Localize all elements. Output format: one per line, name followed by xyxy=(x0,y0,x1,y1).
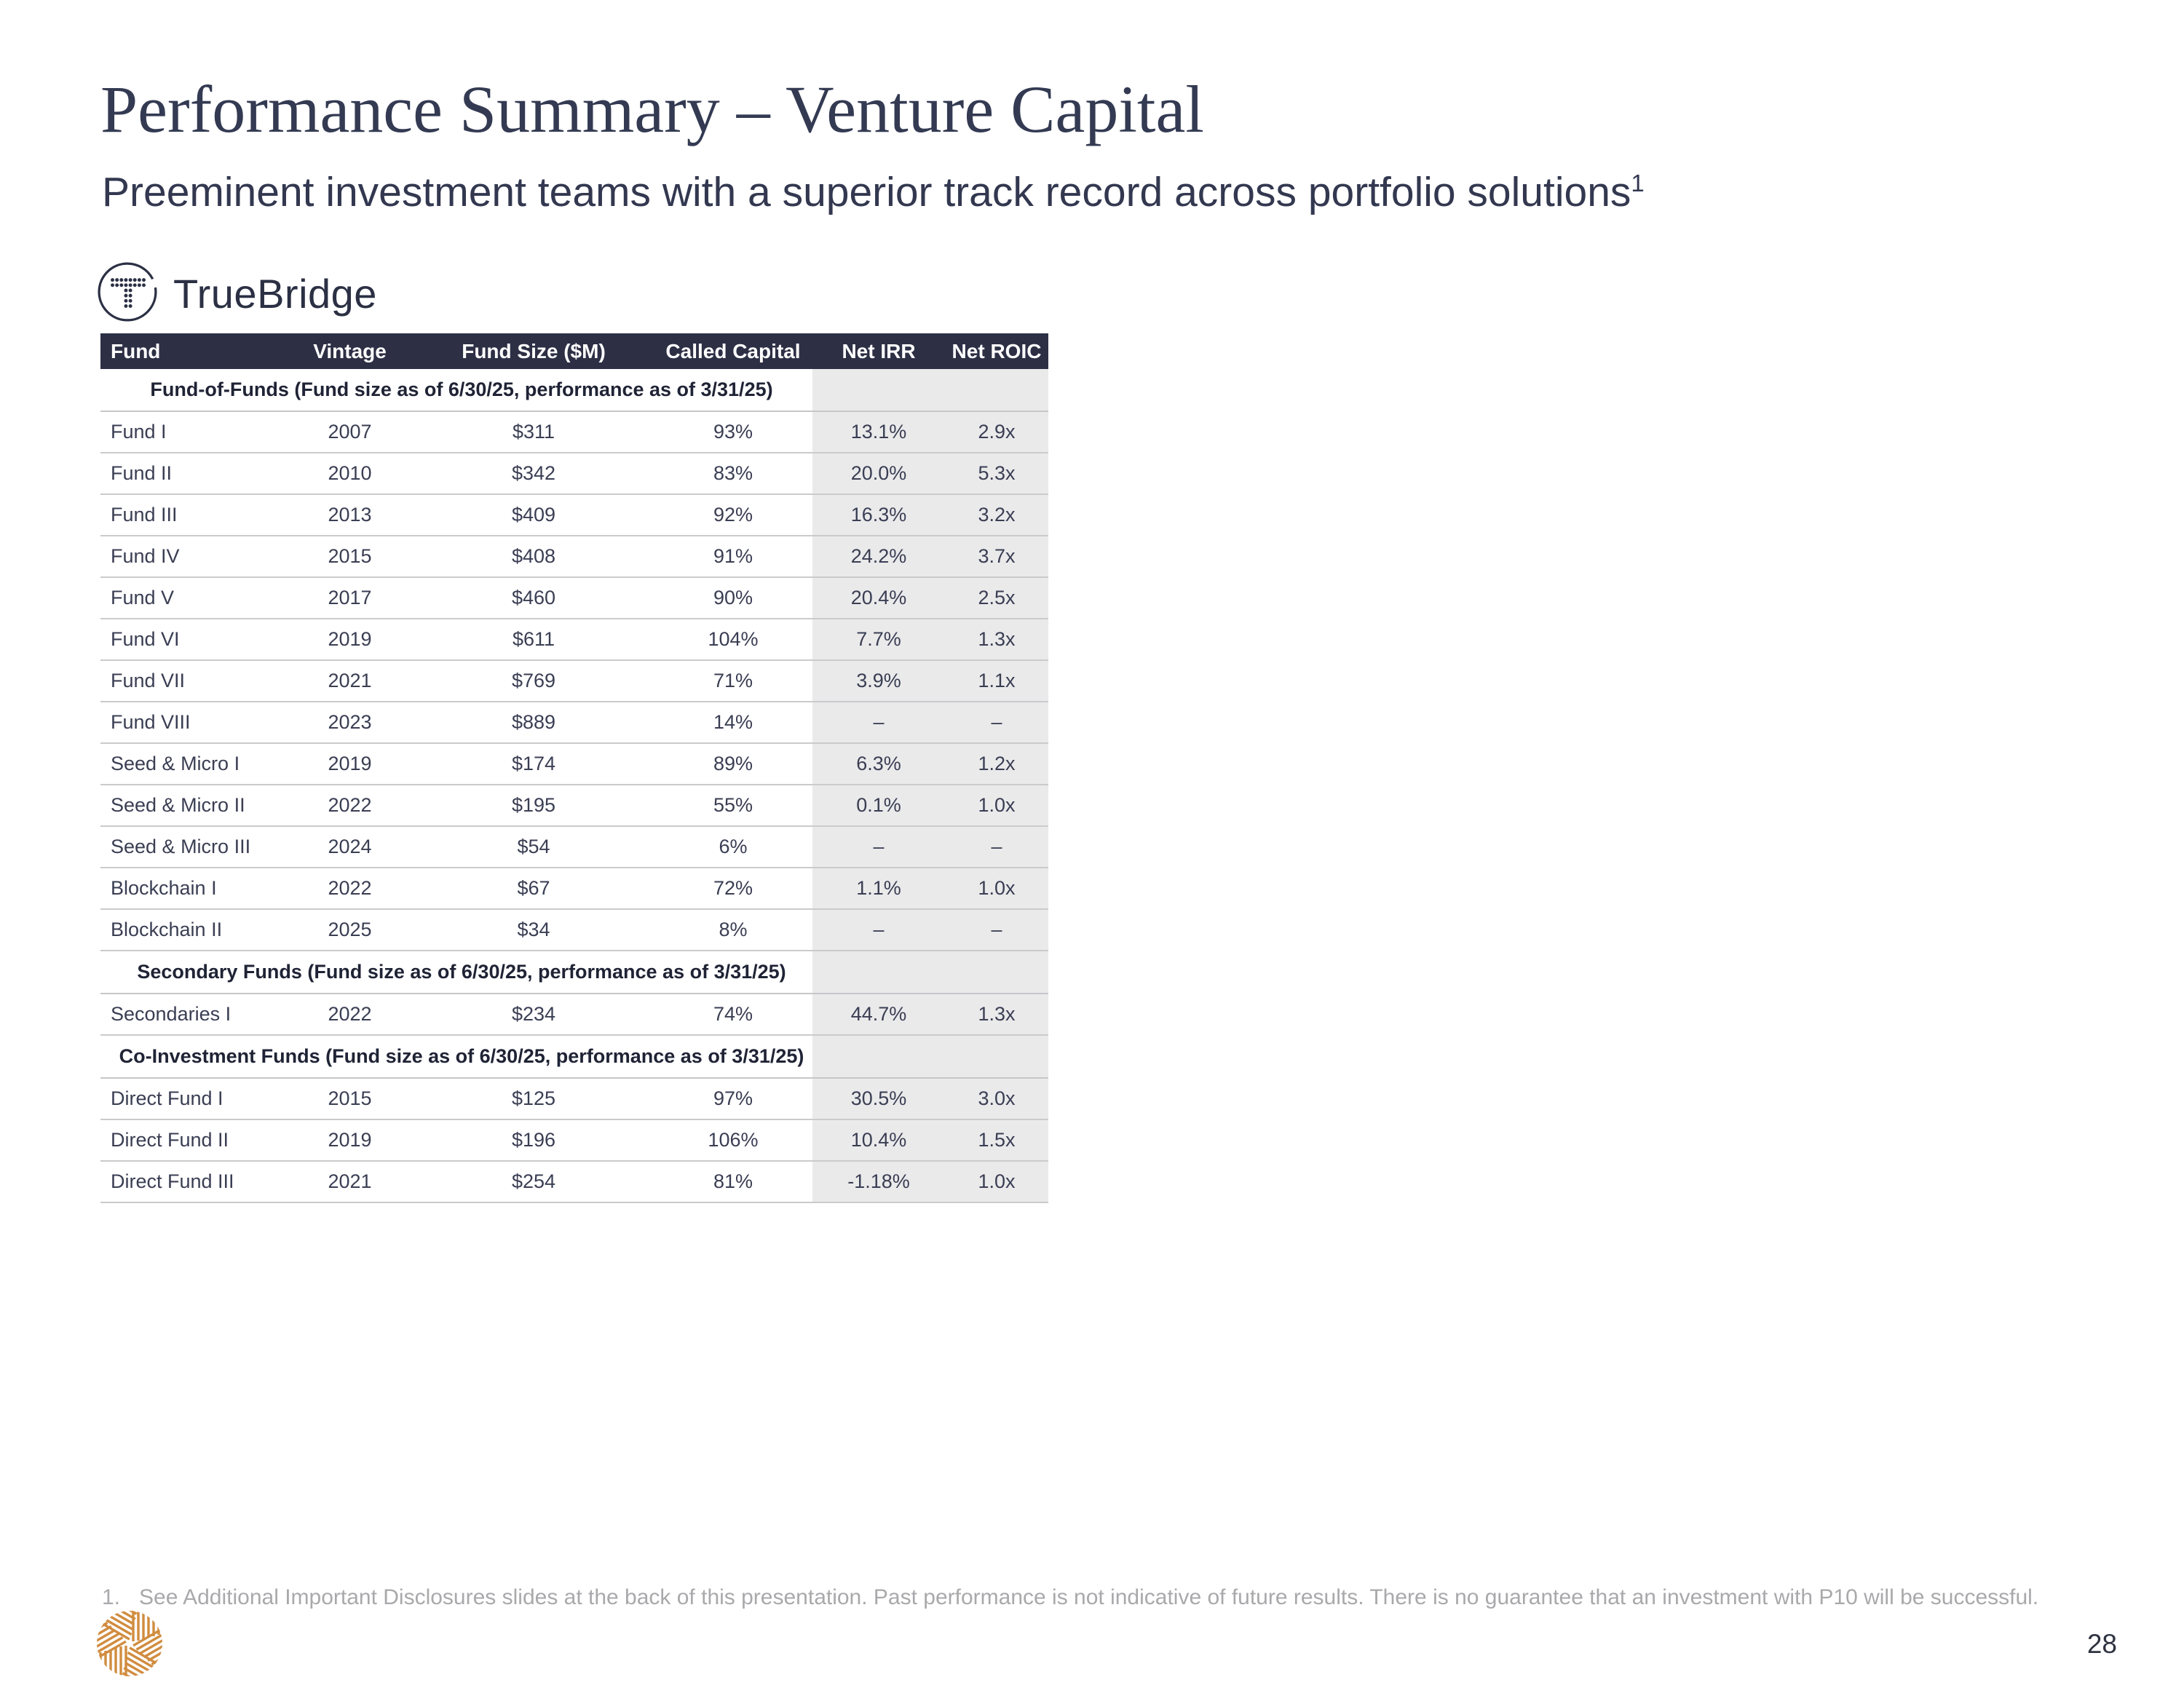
table-row xyxy=(100,994,1048,1036)
cell-net-irr: 10.4% xyxy=(812,1120,945,1160)
cell-net-irr: 6.3% xyxy=(812,744,945,784)
column-header-net-irr: Net IRR xyxy=(842,339,916,362)
section-header-label: Secondary Funds (Fund size as of 6/30/25, performance as of 3/31/25) xyxy=(137,961,786,983)
table-row xyxy=(100,412,1048,453)
page-subtitle xyxy=(102,167,1645,217)
cell-called-capital: 8% xyxy=(719,919,748,940)
cell-net-irr: 0.1% xyxy=(812,785,945,825)
cell-fund-size: $196 xyxy=(511,1129,556,1151)
cell-vintage: 2021 xyxy=(328,1170,372,1192)
cell-fund: Fund IV xyxy=(111,545,180,567)
column-header-vintage: Vintage xyxy=(313,339,387,362)
cell-fund-size: $460 xyxy=(511,587,556,608)
table-row xyxy=(100,1162,1048,1203)
cell-fund-size: $234 xyxy=(511,1003,556,1025)
cell-called-capital: 74% xyxy=(713,1003,753,1025)
cell-net-irr: 20.4% xyxy=(812,578,945,618)
table-row xyxy=(100,453,1048,495)
table-row xyxy=(100,578,1048,619)
cell-net-irr: 7.7% xyxy=(812,619,945,659)
column-header-net-roic: Net ROIC xyxy=(951,339,1042,362)
cell-called-capital: 89% xyxy=(713,753,753,774)
performance-table xyxy=(100,333,1048,1203)
cell-called-capital: 81% xyxy=(713,1170,753,1192)
table-header-row xyxy=(100,333,1048,369)
cell-called-capital: 97% xyxy=(713,1087,753,1109)
cell-vintage: 2022 xyxy=(328,794,372,816)
table-row xyxy=(100,1079,1048,1120)
section-header-label: Fund-of-Funds (Fund size as of 6/30/25, performance as of 3/31/25) xyxy=(150,378,773,400)
truebridge-wordmark: TrueBridge xyxy=(173,270,377,317)
footnote xyxy=(102,1585,2089,1610)
cell-called-capital: 6% xyxy=(719,836,748,857)
cell-net-irr: – xyxy=(812,827,945,867)
page-title: Performance Summary – Venture Capital xyxy=(100,72,1204,146)
section-gray-fill xyxy=(812,1036,1048,1077)
truebridge-circle-t-icon xyxy=(96,261,159,327)
cell-called-capital: 104% xyxy=(708,628,759,650)
cell-called-capital: 14% xyxy=(713,711,753,733)
table-row xyxy=(100,744,1048,785)
cell-called-capital: 71% xyxy=(713,670,753,691)
cell-net-roic: 3.0x xyxy=(945,1079,1048,1119)
subtitle-text: Preeminent investment teams with a superior track record across portfolio solutions xyxy=(102,169,1631,215)
cell-fund-size: $125 xyxy=(511,1087,556,1109)
cell-net-roic: 3.2x xyxy=(945,495,1048,535)
section-gray-fill xyxy=(812,369,1048,411)
cell-fund: Seed & Micro I xyxy=(111,753,240,774)
footnote-text: See Additional Important Disclosures slides at the back of this presentation. Past performance is not indicative of future results. There is no guarantee that an investment with P10 will be successful. xyxy=(139,1585,2039,1609)
p10-logo-icon xyxy=(95,1609,165,1682)
section-header-row xyxy=(100,951,1048,994)
footnote-number: 1. xyxy=(102,1585,121,1609)
section-header-row xyxy=(100,369,1048,412)
cell-net-roic: – xyxy=(945,827,1048,867)
table-row xyxy=(100,702,1048,744)
cell-called-capital: 91% xyxy=(713,545,753,567)
cell-vintage: 2023 xyxy=(328,711,372,733)
cell-net-irr: 24.2% xyxy=(812,536,945,576)
cell-fund-size: $67 xyxy=(517,877,550,899)
table-row xyxy=(100,868,1048,910)
cell-net-roic: 5.3x xyxy=(945,453,1048,493)
cell-net-roic: 1.0x xyxy=(945,1162,1048,1202)
cell-net-roic: 1.2x xyxy=(945,744,1048,784)
cell-vintage: 2019 xyxy=(328,753,372,774)
table-row xyxy=(100,785,1048,827)
footnote-marker-superscript: 1 xyxy=(1631,170,1645,197)
table-row xyxy=(100,910,1048,951)
cell-fund: Fund VIII xyxy=(111,711,191,733)
section-header-label: Co-Investment Funds (Fund size as of 6/30/25, performance as of 3/31/25) xyxy=(119,1045,804,1067)
cell-net-irr: 3.9% xyxy=(812,661,945,701)
cell-net-irr: 20.0% xyxy=(812,453,945,493)
cell-fund: Fund VI xyxy=(111,628,180,650)
cell-fund: Direct Fund II xyxy=(111,1129,229,1151)
column-header-fund: Fund xyxy=(111,339,161,362)
cell-net-roic: 1.3x xyxy=(945,619,1048,659)
cell-net-roic: 1.0x xyxy=(945,868,1048,908)
cell-called-capital: 93% xyxy=(713,421,753,443)
cell-fund-size: $611 xyxy=(512,628,555,650)
cell-vintage: 2017 xyxy=(328,587,372,608)
cell-fund-size: $195 xyxy=(511,794,556,816)
cell-vintage: 2015 xyxy=(328,1087,372,1109)
cell-vintage: 2024 xyxy=(328,836,372,857)
cell-vintage: 2013 xyxy=(328,504,372,526)
cell-fund: Seed & Micro III xyxy=(111,836,251,857)
cell-vintage: 2025 xyxy=(328,919,372,940)
section-header-row xyxy=(100,1036,1048,1079)
page-number: 28 xyxy=(2086,1629,2117,1659)
cell-fund-size: $174 xyxy=(511,753,556,774)
cell-vintage: 2015 xyxy=(328,545,372,567)
table-row xyxy=(100,1120,1048,1162)
cell-net-irr: – xyxy=(812,702,945,742)
cell-net-irr: 16.3% xyxy=(812,495,945,535)
table-body xyxy=(100,369,1048,1203)
cell-net-roic: – xyxy=(945,910,1048,950)
table-row xyxy=(100,536,1048,578)
cell-fund-size: $409 xyxy=(511,504,556,526)
cell-net-roic: – xyxy=(945,702,1048,742)
cell-vintage: 2021 xyxy=(328,670,372,691)
cell-net-roic: 1.3x xyxy=(945,994,1048,1034)
table-row xyxy=(100,619,1048,661)
section-gray-fill xyxy=(812,951,1048,993)
cell-fund: Fund II xyxy=(111,462,173,484)
cell-net-irr: 44.7% xyxy=(812,994,945,1034)
cell-net-irr: 30.5% xyxy=(812,1079,945,1119)
cell-fund: Blockchain II xyxy=(111,919,223,940)
cell-called-capital: 83% xyxy=(713,462,753,484)
table-row xyxy=(100,661,1048,702)
cell-vintage: 2019 xyxy=(328,1129,372,1151)
cell-net-irr: -1.18% xyxy=(812,1162,945,1202)
cell-called-capital: 72% xyxy=(713,877,753,899)
cell-called-capital: 92% xyxy=(713,504,753,526)
cell-net-roic: 2.5x xyxy=(945,578,1048,618)
cell-net-irr: 1.1% xyxy=(812,868,945,908)
cell-fund: Fund I xyxy=(111,421,167,443)
cell-vintage: 2022 xyxy=(328,1003,372,1025)
cell-net-roic: 2.9x xyxy=(945,412,1048,452)
cell-fund: Secondaries I xyxy=(111,1003,232,1025)
cell-fund-size: $342 xyxy=(511,462,556,484)
cell-fund-size: $254 xyxy=(511,1170,556,1192)
cell-fund: Direct Fund I xyxy=(111,1087,223,1109)
cell-fund-size: $408 xyxy=(511,545,556,567)
cell-fund-size: $54 xyxy=(517,836,550,857)
cell-fund: Blockchain I xyxy=(111,877,217,899)
column-header-fund-size: Fund Size ($M) xyxy=(462,339,606,362)
truebridge-logo xyxy=(96,262,377,325)
cell-net-irr: – xyxy=(812,910,945,950)
cell-vintage: 2019 xyxy=(328,628,372,650)
cell-vintage: 2010 xyxy=(328,462,372,484)
table-row xyxy=(100,495,1048,536)
column-header-called-capital: Called Capital xyxy=(665,339,801,362)
cell-fund: Fund VII xyxy=(111,670,186,691)
cell-fund-size: $311 xyxy=(512,421,555,443)
cell-fund-size: $769 xyxy=(511,670,556,691)
cell-fund: Seed & Micro II xyxy=(111,794,245,816)
cell-fund: Direct Fund III xyxy=(111,1170,234,1192)
cell-net-roic: 1.1x xyxy=(945,661,1048,701)
cell-net-roic: 3.7x xyxy=(945,536,1048,576)
cell-vintage: 2022 xyxy=(328,877,372,899)
cell-fund-size: $889 xyxy=(511,711,556,733)
cell-called-capital: 55% xyxy=(713,794,753,816)
cell-net-roic: 1.0x xyxy=(945,785,1048,825)
cell-fund-size: $34 xyxy=(517,919,550,940)
cell-fund: Fund V xyxy=(111,587,175,608)
cell-called-capital: 106% xyxy=(708,1129,759,1151)
cell-called-capital: 90% xyxy=(713,587,753,608)
table-row xyxy=(100,827,1048,868)
cell-vintage: 2007 xyxy=(328,421,372,443)
cell-net-roic: 1.5x xyxy=(945,1120,1048,1160)
cell-net-irr: 13.1% xyxy=(812,412,945,452)
cell-fund: Fund III xyxy=(111,504,178,526)
